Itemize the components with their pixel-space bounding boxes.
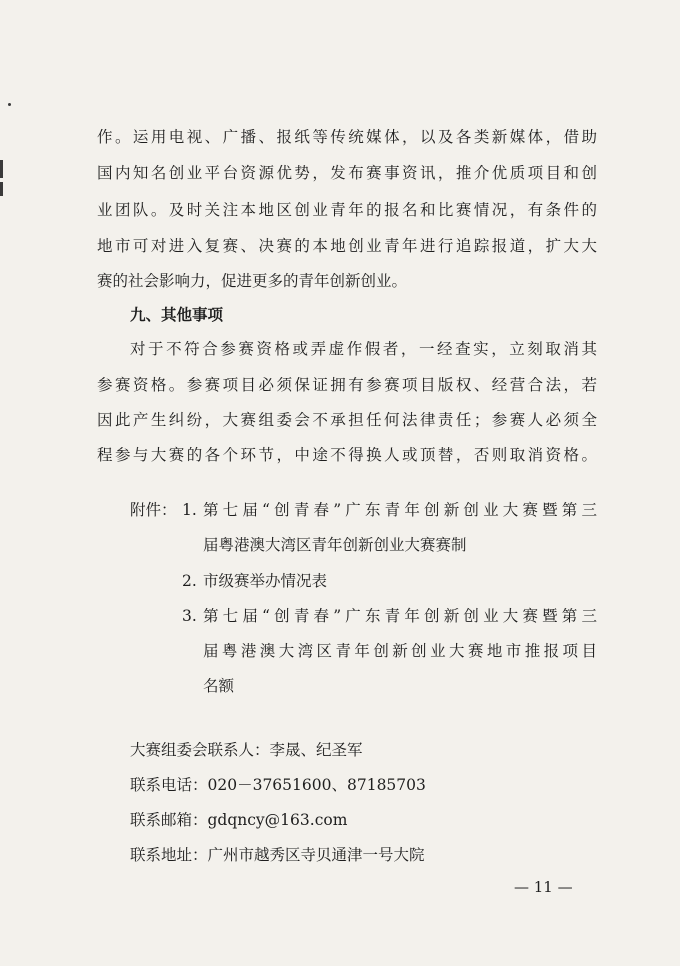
- contact-people: 大赛组委会联系人：李晟、纪圣军: [130, 741, 363, 759]
- section-line: 参赛资格。参赛项目必须保证拥有参赛项目版权、经营合法，若: [97, 376, 597, 394]
- attachment-number: 3.: [182, 607, 197, 625]
- attachment-line: 届粤港澳大湾区青年创新创业大赛地市推报项目: [203, 642, 597, 660]
- attachment-line: 第七届“创青春”广东青年创新创业大赛暨第三: [203, 607, 597, 625]
- attachment-line: 第七届“创青春”广东青年创新创业大赛暨第三: [203, 501, 597, 519]
- body-line: 地市可对进入复赛、决赛的本地创业青年进行追踪报道，扩大大: [97, 237, 597, 255]
- section-heading: 九、其他事项: [130, 306, 224, 324]
- contact-address: 联系地址：广州市越秀区寺贝通津一号大院: [130, 846, 425, 864]
- binding-mark: [0, 160, 3, 178]
- section-line: 因此产生纠纷，大赛组委会不承担任何法律责任；参赛人必须全: [97, 411, 597, 429]
- body-line: 赛的社会影响力，促进更多的青年创新创业。: [97, 272, 408, 290]
- attachment-line: 届粤港澳大湾区青年创新创业大赛赛制: [203, 536, 467, 554]
- page-number: — 11 —: [514, 878, 573, 896]
- scan-mark: [8, 103, 11, 106]
- attachment-number: 1.: [182, 501, 197, 519]
- section-line: 程参与大赛的各个环节，中途不得换人或顶替，否则取消资格。: [97, 446, 597, 464]
- contact-email: 联系邮箱：gdqncy@163.com: [130, 811, 348, 829]
- attachment-line: 名额: [203, 677, 235, 695]
- attachment-line: 市级赛举办情况表: [203, 572, 328, 590]
- body-line: 作。运用电视、广播、报纸等传统媒体，以及各类新媒体，借助: [97, 128, 597, 146]
- contact-phone: 联系电话：020－37651600、87185703: [130, 776, 426, 794]
- attachment-number: 2.: [182, 572, 197, 590]
- body-line: 国内知名创业平台资源优势，发布赛事资讯，推介优质项目和创: [97, 164, 597, 182]
- section-line: 对于不符合参赛资格或弄虚作假者，一经查实，立刻取消其: [130, 340, 597, 358]
- body-line: 业团队。及时关注本地区创业青年的报名和比赛情况，有条件的: [97, 201, 597, 219]
- binding-mark: [0, 182, 3, 196]
- attachments-label: 附件：: [130, 501, 177, 519]
